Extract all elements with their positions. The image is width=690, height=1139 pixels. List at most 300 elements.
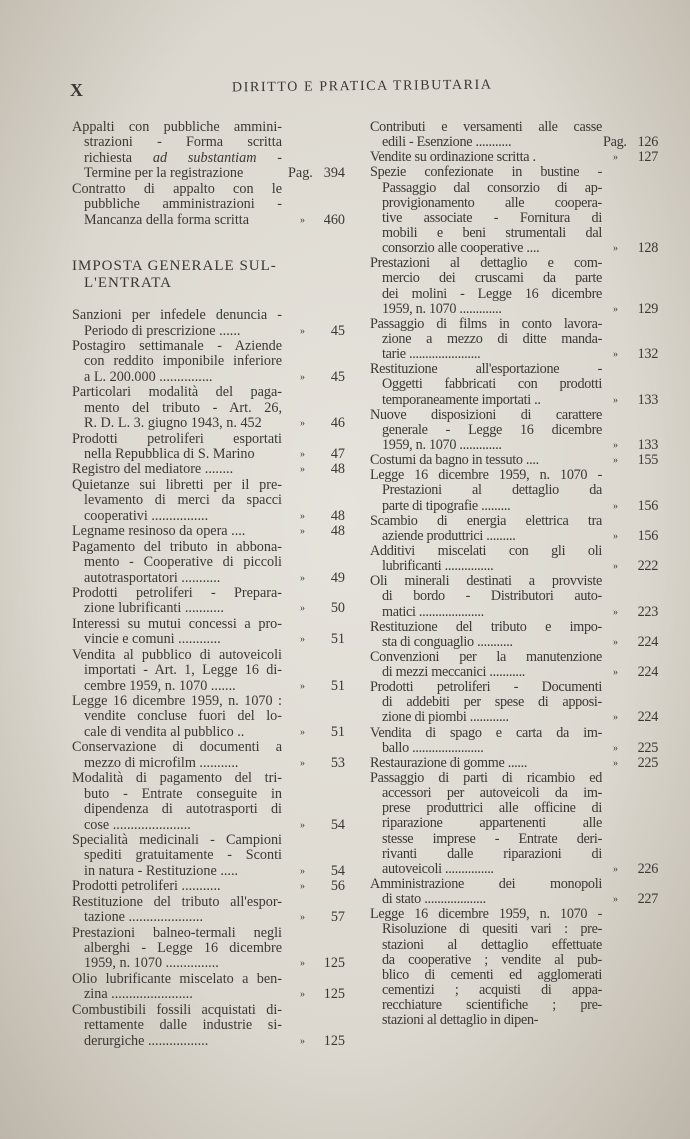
entry-line — [370, 650, 660, 665]
entry-line — [370, 302, 660, 317]
page-marker: » — [613, 349, 618, 361]
entry-text: provigionamento alle coopera- — [382, 195, 602, 211]
entry-line — [72, 370, 347, 385]
entry-line — [72, 740, 347, 755]
index-entry — [370, 150, 660, 165]
page-number: 45 — [330, 368, 345, 385]
entry-text: consorzio alle cooperative .... — [382, 241, 540, 257]
entry-text: Restituzione del tributo all'espor- — [72, 894, 282, 910]
page-marker: » — [300, 325, 305, 337]
entry-text: cementizi ; acquisti di appa- — [382, 983, 602, 999]
entry-text: mento del tributo - Art. 26, — [84, 400, 282, 416]
entry-line — [72, 725, 347, 740]
entry-line — [72, 213, 347, 228]
page-number: 224 — [637, 709, 658, 726]
page-marker: » — [300, 214, 305, 226]
entry-text: Postagiro settimanale - Aziende — [72, 338, 282, 354]
entry-line — [370, 635, 660, 650]
page-number: 125 — [323, 1032, 345, 1049]
entry-line — [72, 401, 347, 416]
entry-line — [370, 922, 660, 937]
page-marker: » — [613, 667, 618, 679]
entry-line — [72, 120, 347, 135]
entry-line — [370, 120, 660, 135]
entry-line — [370, 529, 660, 544]
entry-text: Conservazione di documenti a — [72, 740, 282, 756]
entry-text: importati - Art. 1, Legge 16 di- — [84, 663, 282, 679]
entry-line — [370, 453, 660, 468]
entry-text: cooperativi ................ — [84, 508, 209, 524]
entry-line — [370, 801, 660, 816]
page-number: 49 — [330, 569, 345, 586]
entry-line — [370, 877, 660, 892]
entry-line — [370, 665, 660, 680]
page-number: 460 — [323, 211, 345, 228]
index-entry — [370, 877, 660, 907]
index-entry — [370, 408, 660, 453]
entry-text: cembre 1959, n. 1070 ....... — [84, 678, 236, 694]
entry-line — [72, 787, 347, 802]
entry-text: Restituzione del tributo e impo- — [370, 619, 602, 635]
page-number: 223 — [637, 603, 658, 620]
entry-text: ballo ...................... — [382, 740, 484, 756]
entry-line — [370, 726, 660, 741]
entry-line — [370, 196, 660, 211]
entry-text: Contratto di appalto con le — [72, 181, 282, 197]
entry-text: stazioni al dettaglio in dipen- — [382, 1013, 539, 1029]
page-marker: » — [300, 865, 305, 877]
page-marker: » — [300, 680, 305, 692]
index-entry — [72, 1003, 347, 1049]
page-marker: » — [613, 863, 618, 875]
page-number: 225 — [637, 739, 658, 756]
entry-line — [370, 241, 660, 256]
entry-text: vendite concluse fuori del lo- — [84, 709, 282, 725]
entry-line — [370, 589, 660, 604]
entry-text: Modalità di pagamento del tri- — [72, 771, 282, 787]
entry-line — [370, 892, 660, 907]
entry-text: Vendita al pubblico di autoveicoli — [72, 647, 282, 663]
page-number: 57 — [330, 909, 345, 926]
index-entry — [72, 617, 347, 648]
section-heading-line: IMPOSTA GENERALE SUL- — [72, 258, 277, 275]
entry-text: cale di vendita al pubblico .. — [84, 724, 245, 740]
entry-text: R. D. L. 3. giugno 1943, n. 452 — [84, 416, 262, 432]
entry-line — [370, 317, 660, 332]
entry-line — [370, 362, 660, 377]
entry-line — [370, 332, 660, 347]
page-number: 54 — [330, 862, 345, 879]
page-marker: » — [300, 449, 305, 460]
page-marker: » — [613, 530, 618, 542]
entry-line — [72, 848, 347, 863]
entry-line — [370, 741, 660, 756]
entry-line — [72, 864, 347, 879]
entry-text: prese produttrici alle officine di — [382, 801, 602, 817]
entry-text: spediti gratuitamente - Sconti — [84, 848, 282, 864]
entry-text: Passaggio di films in conto lavora- — [370, 316, 602, 332]
entry-text: Vendite su ordinazione scritta . — [370, 150, 536, 166]
entry-line — [370, 165, 660, 180]
entry-text: in natura - Restituzione ..... — [84, 863, 239, 879]
entry-line — [72, 910, 347, 925]
entry-line — [72, 308, 347, 323]
entry-text: autotrasportatori ........... — [84, 570, 221, 586]
entry-text: accessori per autoveicoli da im- — [382, 786, 602, 802]
entry-line — [72, 432, 347, 447]
page-marker: » — [300, 603, 305, 615]
entry-text: strazioni - Forma scritta — [84, 135, 282, 151]
entry-text: Restaurazione di gomme ...... — [370, 755, 528, 771]
page-marker: » — [613, 757, 618, 769]
entry-text: matici .................... — [382, 604, 484, 620]
entry-text: Prodotti petroliferi - Documenti — [370, 680, 602, 696]
index-entry — [72, 648, 347, 694]
index-entry — [72, 462, 347, 477]
entry-text: stesse imprese - Entrate deri- — [382, 831, 602, 847]
entry-line — [370, 968, 660, 983]
page-number: 133 — [637, 436, 658, 453]
entry-line — [370, 1013, 660, 1028]
entry-line — [370, 847, 660, 862]
entry-line — [370, 499, 660, 514]
page-number: 125 — [323, 955, 345, 972]
entry-text: Passaggio di parti di ricambio ed — [370, 771, 602, 787]
index-entry — [72, 524, 347, 539]
entry-line — [72, 571, 347, 586]
entry-line — [370, 983, 660, 998]
index-entry — [72, 478, 347, 524]
entry-line — [370, 559, 660, 574]
page-marker: » — [300, 1035, 305, 1047]
index-entry — [72, 740, 347, 771]
entry-text: lubrificanti ............... — [382, 559, 494, 575]
page-marker: » — [613, 742, 618, 754]
entry-line — [370, 377, 660, 392]
index-entry — [370, 650, 660, 680]
page-number: 133 — [637, 391, 658, 408]
page-marker: » — [300, 757, 305, 769]
index-entry — [72, 694, 347, 740]
entry-text: Vendita di spago e carta da im- — [370, 725, 602, 741]
entry-text: Registro del mediatore ........ — [72, 462, 234, 478]
entry-line — [370, 710, 660, 725]
entry-text: temporaneamente importati .. — [382, 392, 541, 408]
entry-line — [72, 879, 347, 894]
page-marker: » — [300, 371, 305, 383]
index-entry — [72, 308, 347, 339]
entry-text: Legge 16 dicembre 1959, n. 1070 - — [370, 907, 602, 923]
page-marker: » — [300, 989, 305, 1001]
entry-line — [72, 756, 347, 771]
entry-text: Prodotti petroliferi esportati — [72, 431, 282, 447]
entry-text: mezzo di microfilm ........... — [84, 755, 239, 771]
entry-line — [370, 393, 660, 408]
page-number: 56 — [330, 878, 345, 895]
entry-text: Additivi miscelati con gli oli — [370, 543, 602, 559]
page-number: 51 — [330, 677, 345, 694]
left-index-column — [72, 120, 347, 1049]
right-section-entries — [370, 120, 660, 1028]
entry-text: parte di tipografie ......... — [382, 498, 511, 514]
entry-text: Prestazioni al dettaglio e com- — [370, 256, 602, 272]
entry-line — [72, 926, 347, 941]
entry-line — [72, 324, 347, 339]
entry-line — [72, 540, 347, 555]
page-number: 128 — [637, 240, 658, 257]
italic-text: ad substantiam — [152, 150, 257, 166]
entry-text: generale - Legge 16 dicembre — [382, 422, 602, 438]
entry-line — [72, 339, 347, 354]
entry-text: mento - Cooperative di piccoli — [84, 555, 282, 571]
index-entry — [72, 182, 347, 228]
entry-text: Termine per la registrazione — [84, 166, 244, 182]
entry-line — [370, 771, 660, 786]
entry-text: blico di cementi ed agglomerati — [382, 967, 602, 983]
entry-text: Amministrazione dei monopoli — [370, 877, 602, 893]
page-marker: Pag. — [603, 134, 627, 151]
page-number: 155 — [637, 452, 658, 469]
page-number: 127 — [637, 149, 658, 166]
entry-line — [370, 574, 660, 589]
page-marker: » — [613, 561, 618, 573]
page-marker: » — [300, 418, 305, 430]
index-entry — [72, 385, 347, 431]
page-number: 132 — [637, 346, 658, 363]
entry-text: aziende produttrici ......... — [382, 528, 516, 544]
index-entry — [370, 574, 660, 619]
entry-text: rivanti dalle riparazioni di — [382, 846, 602, 862]
entry-text: 1959, n. 1070 ............. — [382, 301, 502, 317]
entry-text: Combustibili fossili acquistati di- — [72, 1002, 282, 1018]
entry-line — [370, 998, 660, 1013]
entry-text: Oli minerali destinati a provviste — [370, 574, 602, 590]
page-number: 125 — [323, 986, 345, 1003]
entry-line — [72, 182, 347, 197]
entry-text: rettamente dalle industrie si- — [84, 1018, 282, 1034]
entry-line — [370, 256, 660, 271]
page-marker: » — [613, 636, 618, 648]
entry-line — [370, 680, 660, 695]
page-number: 156 — [637, 527, 658, 544]
index-entry — [370, 468, 660, 513]
entry-text: mobili e beni strumentali dal — [382, 225, 602, 241]
entry-line — [72, 972, 347, 987]
entry-text: di addebiti per spese di apposi- — [382, 695, 602, 711]
page-number: 45 — [330, 322, 345, 339]
index-entry — [370, 907, 660, 1028]
left-top-entries — [72, 120, 347, 228]
entry-line — [370, 135, 660, 150]
index-entry — [370, 756, 660, 771]
entry-text: Convenzioni per la manutenzione — [370, 649, 602, 665]
entry-text: recchiature scientifiche ; pre- — [382, 998, 602, 1014]
index-entry — [72, 432, 347, 463]
index-entry — [370, 726, 660, 756]
entry-text: di stato ................... — [382, 892, 486, 908]
entry-line — [370, 468, 660, 483]
entry-line — [370, 620, 660, 635]
entry-text: tive associate - Fornitura di — [382, 210, 602, 226]
right-index-column — [370, 120, 660, 1028]
entry-line — [370, 605, 660, 620]
entry-line — [72, 354, 347, 369]
section-heading — [72, 258, 347, 292]
entry-text: Periodo di prescrizione ...... — [84, 323, 241, 339]
left-section-entries — [72, 308, 347, 1049]
entry-line — [72, 416, 347, 431]
entry-text: dei molini - Legge 16 dicembre — [382, 286, 602, 302]
index-entry — [370, 120, 660, 150]
page-number: 54 — [330, 816, 345, 833]
entry-text: da cooperative ; vendite al pub- — [382, 952, 602, 968]
page-number: 126 — [637, 134, 658, 151]
entry-text: tarie ...................... — [382, 347, 481, 363]
entry-text: Mancanza della forma scritta — [84, 212, 250, 228]
entry-text: Interessi su mutui concessi a pro- — [72, 616, 282, 632]
page-marker: » — [300, 526, 305, 538]
entry-text: pubbliche amministrazioni - — [84, 197, 282, 213]
index-entry — [370, 680, 660, 725]
page-number: 227 — [637, 891, 658, 908]
page-marker: » — [300, 464, 305, 476]
entry-text: Particolari modalità del paga- — [72, 385, 282, 401]
entry-line — [72, 1018, 347, 1033]
entry-text: Prodotti petroliferi - Prepara- — [72, 585, 282, 601]
entry-text: Prestazioni balneo-termali negli — [72, 925, 282, 941]
entry-line — [72, 555, 347, 570]
entry-text: Appalti con pubbliche ammini- — [72, 120, 282, 135]
page-number: 51 — [330, 723, 345, 740]
entry-text: mercio dei cruscami da parte — [382, 271, 602, 287]
entry-line — [72, 802, 347, 817]
entry-line — [370, 862, 660, 877]
page-marker: » — [300, 958, 305, 970]
page-number: 394 — [323, 165, 345, 182]
page-marker: Pag. — [288, 165, 313, 182]
entry-line — [72, 818, 347, 833]
index-entry — [72, 540, 347, 586]
entry-text: derurgiche ................. — [84, 1033, 209, 1049]
entry-text: zione a mezzo di ditte manda- — [382, 331, 602, 347]
index-entry — [370, 620, 660, 650]
entry-line — [370, 907, 660, 922]
page-number: 50 — [330, 600, 345, 617]
entry-line — [72, 617, 347, 632]
index-entry — [72, 972, 347, 1003]
entry-text: zione di piombi ............ — [382, 710, 509, 726]
entry-text: zione lubrificanti ........... — [84, 601, 224, 617]
page-number: 48 — [330, 507, 345, 524]
page-number: 226 — [637, 860, 658, 877]
entry-line — [72, 941, 347, 956]
entry-line — [370, 786, 660, 801]
page-number-roman: X — [70, 80, 84, 100]
entry-line — [72, 1003, 347, 1018]
page-number: 48 — [330, 523, 345, 540]
entry-text: Quietanze sui libretti per il pre- — [72, 477, 282, 493]
entry-line — [370, 514, 660, 529]
entry-line — [370, 816, 660, 831]
page-marker: » — [300, 912, 305, 924]
index-entry — [72, 339, 347, 385]
entry-line — [370, 544, 660, 559]
entry-text: Prestazioni al dettaglio da — [382, 483, 602, 499]
entry-line — [370, 150, 660, 165]
index-entry — [370, 317, 660, 362]
index-entry — [72, 895, 347, 926]
entry-line — [72, 895, 347, 910]
entry-line — [72, 586, 347, 601]
page-marker: » — [300, 881, 305, 893]
entry-line — [370, 938, 660, 953]
entry-line — [370, 347, 660, 362]
entry-text: Pagamento del tributo in abbona- — [72, 539, 282, 555]
page-number: 129 — [637, 300, 658, 317]
entry-text: levamento di merci da spacci — [84, 493, 282, 509]
entry-line — [370, 423, 660, 438]
entry-line — [72, 385, 347, 400]
page-number: 156 — [637, 497, 658, 514]
entry-line — [370, 271, 660, 286]
entry-text: nella Repubblica di S. Marino — [84, 447, 255, 462]
entry-text: Sanzioni per infedele denuncia - — [72, 308, 282, 324]
page-marker: » — [613, 894, 618, 906]
entry-line — [72, 679, 347, 694]
entry-line — [72, 771, 347, 786]
page-number: 51 — [330, 631, 345, 648]
entry-text: Costumi da bagno in tessuto .... — [370, 453, 539, 469]
entry-text: Specialità medicinali - Campioni — [72, 832, 282, 848]
entry-line — [72, 151, 347, 166]
index-entry — [72, 833, 347, 879]
page-marker: » — [613, 712, 618, 724]
entry-text: Legge 16 dicembre 1959, n. 1070 : — [72, 694, 282, 709]
entry-text: stazioni al dettaglio effettuate — [382, 937, 602, 953]
entry-line — [370, 695, 660, 710]
entry-line — [72, 462, 347, 477]
entry-text: di mezzi meccanici ........... — [382, 665, 526, 681]
page-number: 224 — [637, 633, 658, 650]
entry-text: dipendenza di autotrasporti di — [84, 802, 282, 818]
entry-text: Contributi e versamenti alle casse — [370, 120, 602, 135]
entry-text: cose ...................... — [84, 817, 191, 833]
entry-text: autoveicoli ............... — [382, 861, 494, 877]
page-marker: » — [613, 303, 618, 315]
entry-line — [72, 135, 347, 150]
entry-text: Olio lubrificante miscelato a ben- — [72, 971, 282, 987]
entry-text: alberghi - Legge 16 dicembre — [84, 941, 282, 956]
entry-text: Restituzione all'esportazione - — [370, 362, 602, 378]
entry-line — [72, 663, 347, 678]
entry-line — [72, 956, 347, 971]
entry-text: Legname resinoso da opera .... — [72, 524, 246, 540]
page-marker: » — [300, 634, 305, 646]
page-marker: » — [613, 500, 618, 512]
entry-line — [72, 524, 347, 539]
page-marker: » — [300, 510, 305, 522]
page-number: 46 — [330, 415, 345, 432]
entry-text: Nuove disposizioni di carattere — [370, 407, 602, 423]
entry-line — [72, 1034, 347, 1049]
section-heading-line: L'ENTRATA — [84, 275, 172, 292]
entry-line — [72, 632, 347, 647]
entry-text: di bordo - Distributori auto- — [382, 589, 602, 605]
index-entry — [72, 879, 347, 894]
entry-line — [370, 953, 660, 968]
entry-text: vincie e comuni ............ — [84, 632, 221, 648]
page-marker: » — [300, 572, 305, 584]
